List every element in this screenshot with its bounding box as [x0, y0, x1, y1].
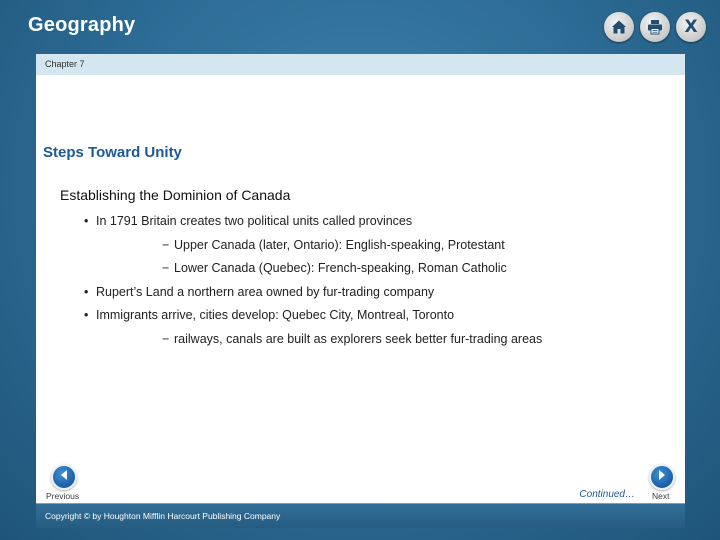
slide-subheading: Establishing the Dominion of Canada — [60, 187, 291, 203]
home-icon — [610, 18, 628, 36]
print-button[interactable] — [640, 12, 670, 42]
arrow-left-icon — [59, 468, 69, 486]
close-icon: X — [684, 17, 698, 37]
next-button[interactable] — [649, 464, 675, 490]
app-title: Geography — [28, 14, 136, 36]
footer-bar — [36, 503, 685, 528]
print-icon — [646, 18, 664, 36]
bullet-item: • Immigrants arrive, cities develop: Quebec City, Montreal, Toronto — [96, 308, 454, 322]
copyright-text: Copyright © by Houghton Mifflin Harcourt Publishing Company — [45, 511, 281, 521]
previous-button[interactable] — [51, 464, 77, 490]
home-button[interactable] — [604, 12, 634, 42]
arrow-right-icon — [657, 468, 667, 486]
sub-bullet-item: − Lower Canada (Quebec): French-speaking, Roman Catholic — [174, 261, 507, 275]
chapter-bar — [36, 54, 685, 76]
sub-bullet-item: − railways, canals are built as explorers seek better fur-trading areas — [174, 332, 542, 346]
next-label[interactable]: Next — [652, 491, 670, 501]
previous-label[interactable]: Previous — [46, 491, 80, 501]
bullet-item: • In 1791 Britain creates two political units called provinces — [96, 214, 412, 228]
sub-bullet-item: − Upper Canada (later, Ontario): English-speaking, Protestant — [174, 238, 505, 252]
continued-label: Continued… — [579, 489, 635, 500]
slide-content — [36, 75, 685, 503]
top-toolbar — [604, 12, 706, 42]
close-button[interactable] — [676, 12, 706, 42]
slide-title: Steps Toward Unity — [43, 144, 182, 161]
bullet-item: • Rupert’s Land a northern area owned by fur-trading company — [96, 285, 434, 299]
chapter-label: Chapter 7 — [45, 59, 85, 69]
